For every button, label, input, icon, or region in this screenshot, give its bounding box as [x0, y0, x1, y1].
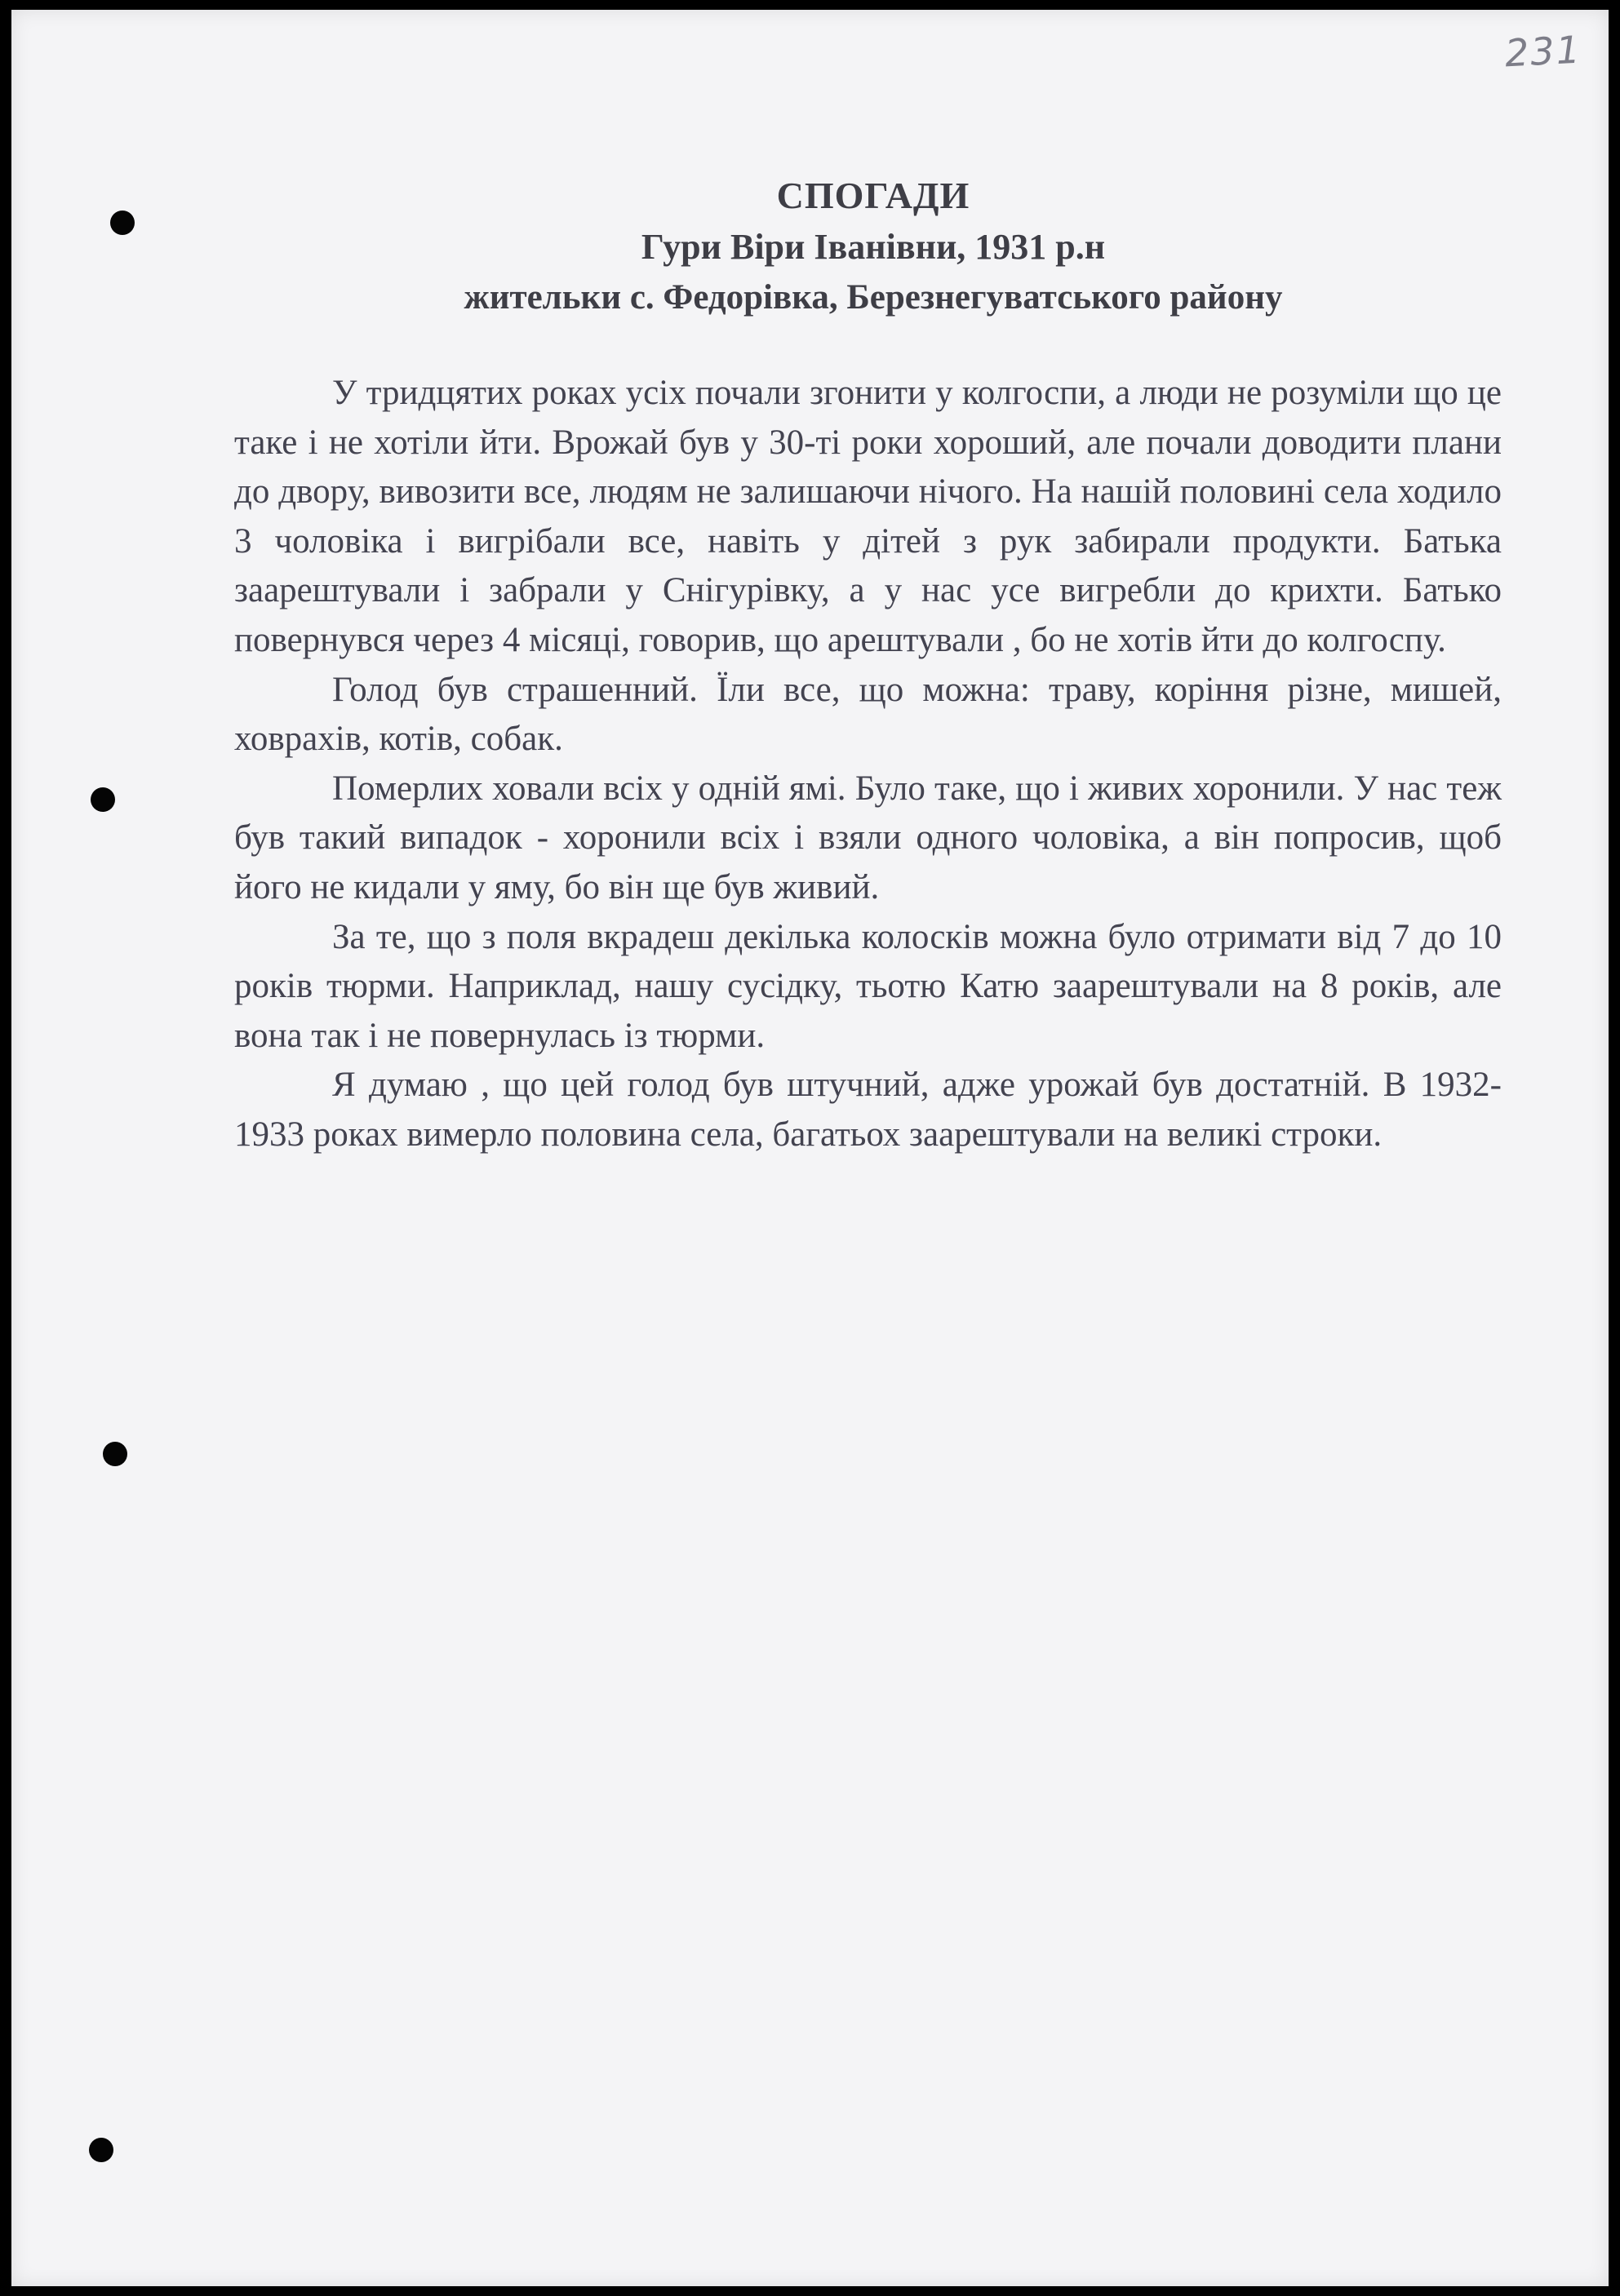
punch-hole [110, 211, 135, 235]
punch-hole [91, 787, 115, 812]
punch-hole [103, 1442, 127, 1466]
punch-hole [89, 2138, 113, 2162]
document-subtitle-residence: жительки с. Федорівка, Березнегуватського району [464, 278, 1283, 317]
paragraph: Голод був страшенний. Їли все, що можна: траву, коріння різне, мишей, ховрахів, котів, собак. [234, 670, 1502, 759]
folio-number: 231 [1503, 27, 1583, 76]
document-subtitle-name: Гури Віри Іванівни, 1931 р.н [641, 227, 1106, 267]
paragraph: Я думаю , що цей голод був штучний, адже урожай був достатній. В 1932-1933 роках вимерло половина села, багатьох заарештували на великі строки. [234, 1066, 1502, 1154]
document-body [234, 369, 1502, 1160]
paragraph: У тридцятих роках усіх почали згонити у колгоспи, а люди не розуміли що це таке і не хотіли йти. Врожай був у 30-ті роки хороший, але почали доводити плани до двору, вивозити все, людям не залишаючи нічого. На нашій половині села ходило 3 чоловіка і вигрібали все, навіть у дітей з рук забирали продукти. Батька заарештували і забрали у Снігурівку, а у нас усе вигребли до крихти. Батько повернувся через 4 місяці, говорив, що арештували , бо не хотів йти до колгоспу. [234, 374, 1502, 659]
paragraph: Померлих ховали всіх у одній ямі. Було таке, що і живих хоронили. У нас теж був такий випадок - хоронили всіх і взяли одного чоловіка, а він попросив, щоб його не кидали у яму, бо він ще був живий. [234, 769, 1502, 906]
paragraph: За те, що з поля вкрадеш декілька колосків можна було отримати від 7 до 10 років тюрми. Наприклад, нашу сусідку, тьотю Катю заарештували на 8 років, але вона так і не повернулась із тюрми. [234, 917, 1502, 1055]
document-header [245, 170, 1502, 323]
document-title: СПОГАДИ [776, 175, 970, 216]
